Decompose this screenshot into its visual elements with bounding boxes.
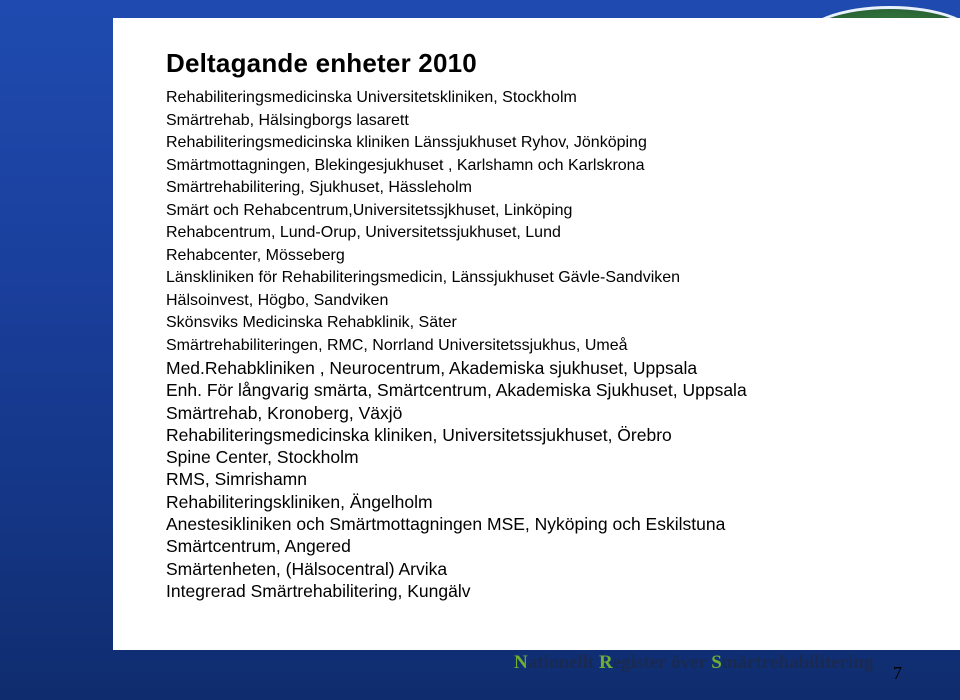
list-item: Smärtrehabilitering, Sjukhuset, Hässleholm	[166, 179, 472, 196]
list-item: Rehabiliteringsmedicinska kliniken Länssjukhuset Ryhov, Jönköping	[166, 134, 647, 151]
footer-word: egister över	[612, 652, 712, 673]
list-item: Rehabcenter, Mösseberg	[166, 246, 345, 264]
footer-word: märtrehabilitering	[721, 652, 874, 673]
list-item: Spine Center, Stockholm	[166, 447, 359, 468]
footer-initial: N	[514, 652, 528, 673]
unit-list	[166, 87, 747, 602]
page-number: 7	[893, 663, 902, 683]
content-panel	[113, 18, 960, 650]
list-item: Rehabiliteringskliniken, Ängelholm	[166, 491, 433, 512]
list-item: Rehabcentrum, Lund-Orup, Universitetssjukhuset, Lund	[166, 224, 561, 241]
list-item: Smärtenheten, (Hälsocentral) Arvika	[166, 558, 448, 579]
list-item: Smärtrehab, Kronoberg, Växjö	[166, 402, 403, 423]
list-item: Smärtmottagningen, Blekingesjukhuset , Karlshamn och Karlskrona	[166, 156, 645, 174]
footer-initial: R	[598, 652, 613, 673]
list-item: Smärtrehabiliteringen, RMC, Norrland Universitetssjukhus, Umeå	[166, 336, 628, 354]
page-title: Deltagande enheter 2010	[166, 48, 477, 78]
list-item: Hälsoinvest, Högbo, Sandviken	[166, 291, 389, 309]
footer-title	[514, 652, 873, 674]
list-item: Länskliniken för Rehabiliteringsmedicin, Länssjukhuset Gävle-Sandviken	[166, 269, 681, 286]
footer-word: ationellt	[527, 652, 599, 673]
list-item: Smärt och Rehabcentrum,Universitetssjkhuset, Linköping	[166, 201, 573, 219]
list-item: Integrerad Smärtrehabilitering, Kungälv	[166, 580, 471, 601]
list-item: Skönsviks Medicinska Rehabklinik, Säter	[166, 314, 457, 331]
list-item: Anestesikliniken och Smärtmottagningen MSE, Nyköping och Eskilstuna	[166, 514, 726, 535]
list-item: Rehabiliteringsmedicinska kliniken, Universitetssjukhuset, Örebro	[166, 424, 672, 445]
footer-initial: S	[711, 652, 722, 673]
list-item: Smärtrehab, Hälsingborgs lasarett	[166, 111, 409, 129]
list-item: RMS, Simrishamn	[166, 469, 307, 490]
list-item: Rehabiliteringsmedicinska Universitetskliniken, Stockholm	[166, 89, 577, 106]
list-item: Smärtcentrum, Angered	[166, 536, 351, 557]
list-item: Enh. För långvarig smärta, Smärtcentrum, Akademiska Sjukhuset, Uppsala	[166, 380, 747, 401]
list-item: Med.Rehabkliniken , Neurocentrum, Akademiska sjukhuset, Uppsala	[166, 358, 698, 378]
